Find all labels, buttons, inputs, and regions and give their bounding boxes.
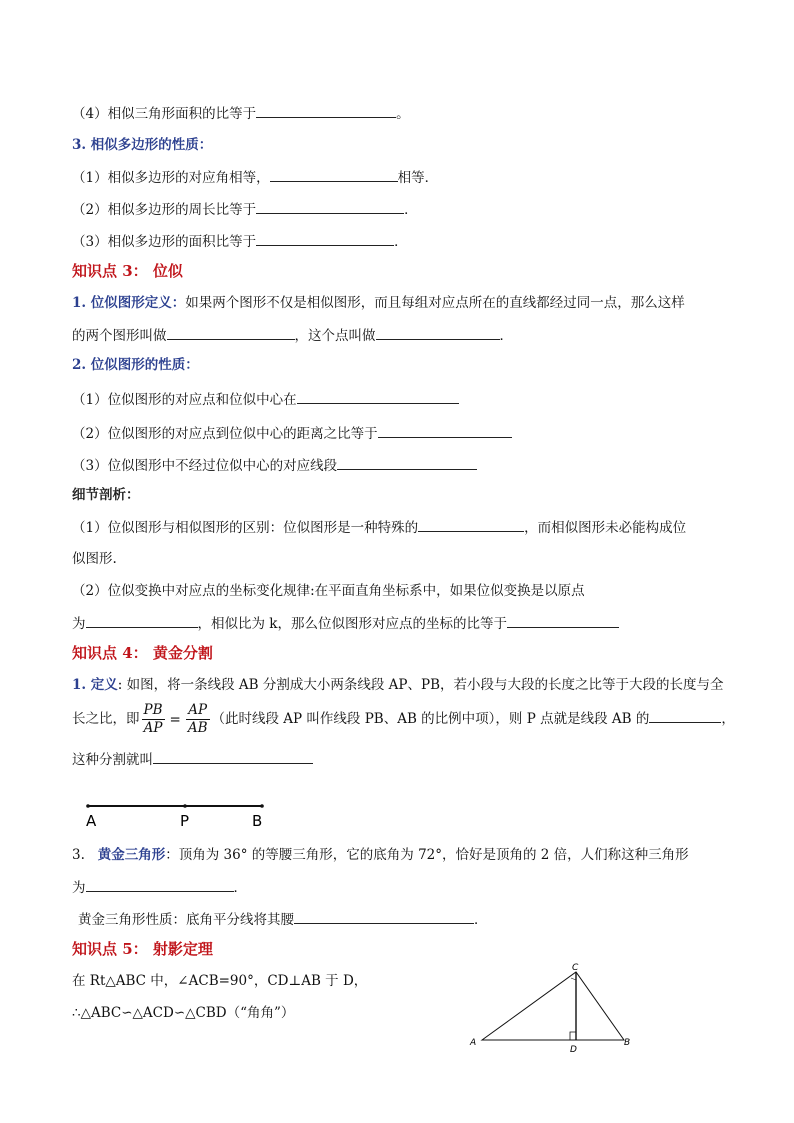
tri-prop-text: 黄金三角形性质：底角平分线将其腰: [78, 912, 294, 928]
punct: ．: [474, 912, 488, 928]
kp5-heading: 知识点 5： 射影定理: [72, 940, 213, 958]
hs-p3-text: （3）位似图形中不经过位似中心的对应线段: [72, 458, 338, 474]
poly3-text: （3）相似多边形的面积比等于: [72, 234, 257, 250]
golden-triangle-text: ：顶角为 36° 的等腰三角形，它的底角为 72°，恰好是顶角的 2 倍，人们称这种三角形: [165, 847, 689, 863]
homothety-prop-3: [72, 456, 477, 475]
detail1-text-end: ，而相似图形未必能构成位: [524, 520, 687, 536]
label-b: B: [252, 812, 263, 830]
answer-blank[interactable]: [297, 390, 459, 404]
punct: ．: [404, 202, 418, 218]
ratio-text: （此时线段 AP 叫作线段 PB、AB 的比例中项），则 P 点就是线段 AB 的: [211, 711, 650, 727]
golden-ratio-line: [72, 700, 735, 739]
answer-blank[interactable]: [270, 168, 398, 182]
label-a: A: [86, 812, 97, 830]
detail2-prefix: 为: [72, 616, 86, 632]
similar-triangle-area-line: [72, 104, 410, 123]
poly1-text: （1）相似多边形的对应角相等，: [72, 170, 270, 186]
punct: ．: [233, 880, 247, 896]
golden-triangle-line: [72, 846, 689, 864]
definition-label: 1. 位似图形定义：: [72, 295, 186, 311]
hs-p1-text: （1）位似图形的对应点和位似中心在: [72, 392, 297, 408]
polygon-prop-2: [72, 200, 418, 219]
hs-p2-text: （2）位似图形的对应点到位似中心的距离之比等于: [72, 426, 378, 442]
answer-blank[interactable]: [507, 614, 619, 628]
item-number: 3.: [72, 847, 85, 863]
polygon-section-title: 3. 相似多边形的性质：: [72, 137, 213, 153]
poly1-text-end: 相等．: [397, 170, 439, 186]
denominator: AP: [143, 720, 163, 736]
answer-blank[interactable]: [649, 709, 721, 723]
fig-label-d: D: [570, 1045, 577, 1055]
homothety-definition-cont: [72, 326, 513, 345]
fig-label-c: C: [572, 963, 579, 973]
definition-label: 1. 定义: [72, 677, 118, 693]
punct: ．: [499, 328, 513, 344]
detail-2-cont: [72, 614, 619, 633]
homothety-props-title: 2. 位似图形的性质：: [72, 357, 199, 373]
numerator: PB: [143, 702, 163, 718]
right-triangle-figure: [466, 960, 636, 1056]
answer-blank[interactable]: [86, 878, 234, 892]
golden-line3-text: 这种分割就叫: [72, 752, 153, 768]
definition-text: : 如图，将一条线段 AB 分割成大小两条线段 AP、PB，若小段与大段的长度之比等于大段的长度与全: [117, 677, 724, 693]
detail-heading: 细节剖析：: [72, 487, 140, 503]
projection-line-2: ∴△ABC∽△ACD∽△CBD（“角角”）: [72, 1005, 295, 1021]
punct: 。: [396, 106, 410, 122]
homothety-prop-2: [72, 424, 512, 443]
polygon-prop-3: [72, 232, 408, 251]
detail-2: （2）位似变换中对应点的坐标变化规律:在平面直角坐标系中，如果位似变换是以原点: [72, 583, 585, 599]
detail-1-cont: 似图形.: [72, 551, 117, 567]
detail1-text: （1）位似图形与相似图形的区别：位似图形是一种特殊的: [72, 520, 419, 536]
golden-triangle-label: 黄金三角形: [97, 847, 166, 863]
answer-blank[interactable]: [256, 232, 394, 246]
point-b-dot: [260, 804, 264, 808]
def-line2-a: 的两个图形叫做: [72, 328, 167, 344]
projection-line-1: 在 Rt△ABC 中，∠ACB=90°，CD⊥AB 于 D，: [72, 973, 368, 989]
ratio-intro: 长之比，即: [72, 711, 140, 727]
kp3-heading: 知识点 3： 位似: [72, 262, 183, 280]
punct: ，: [721, 711, 735, 727]
fig-label-b: B: [624, 1038, 631, 1048]
fraction-ap-ab: [186, 702, 210, 737]
answer-blank[interactable]: [294, 910, 474, 924]
answer-blank[interactable]: [86, 614, 198, 628]
detail-1: [72, 518, 686, 537]
right-angle-mark-d: [570, 1032, 576, 1040]
tri-line2-prefix: 为: [72, 880, 86, 896]
golden-triangle-cont: [72, 878, 247, 897]
answer-blank[interactable]: [378, 424, 512, 438]
detail2-text: ，相似比为 k，那么位似图形对应点的坐标的比等于: [197, 616, 507, 632]
answer-blank[interactable]: [153, 750, 313, 764]
golden-definition: [72, 676, 724, 694]
punct: ．: [394, 234, 408, 250]
answer-blank[interactable]: [256, 104, 396, 118]
kp4-heading: 知识点 4： 黄金分割: [72, 644, 213, 662]
answer-blank[interactable]: [167, 326, 295, 340]
equals-sign: =: [169, 711, 181, 728]
denominator: AB: [187, 720, 208, 736]
polygon-prop-1: [72, 168, 438, 187]
prop4-text: （4）相似三角形面积的比等于: [72, 106, 257, 122]
golden-triangle-property: [78, 910, 488, 929]
definition-text: 如果两个图形不仅是相似图形，而且每组对应点所在的直线都经过同一点，那么这样: [185, 295, 685, 311]
def-line2-b: ，这个点叫做: [294, 328, 376, 344]
segment-ab-figure: [80, 796, 280, 832]
point-a-dot: [86, 804, 90, 808]
answer-blank[interactable]: [256, 200, 404, 214]
golden-line3: [72, 750, 313, 769]
homothety-prop-1: [72, 390, 459, 409]
answer-blank[interactable]: [376, 326, 500, 340]
point-p-dot: [183, 804, 187, 808]
fraction-pb-ap: [142, 702, 165, 737]
homothety-definition: [72, 294, 685, 312]
answer-blank[interactable]: [337, 456, 477, 470]
fig-label-a: A: [470, 1038, 477, 1048]
answer-blank[interactable]: [418, 518, 524, 532]
triangle-abc: [482, 972, 624, 1040]
right-angle-mark-c: [571, 978, 576, 980]
poly2-text: （2）相似多边形的周长比等于: [72, 202, 257, 218]
label-p: P: [180, 812, 190, 830]
numerator: AP: [186, 702, 210, 720]
